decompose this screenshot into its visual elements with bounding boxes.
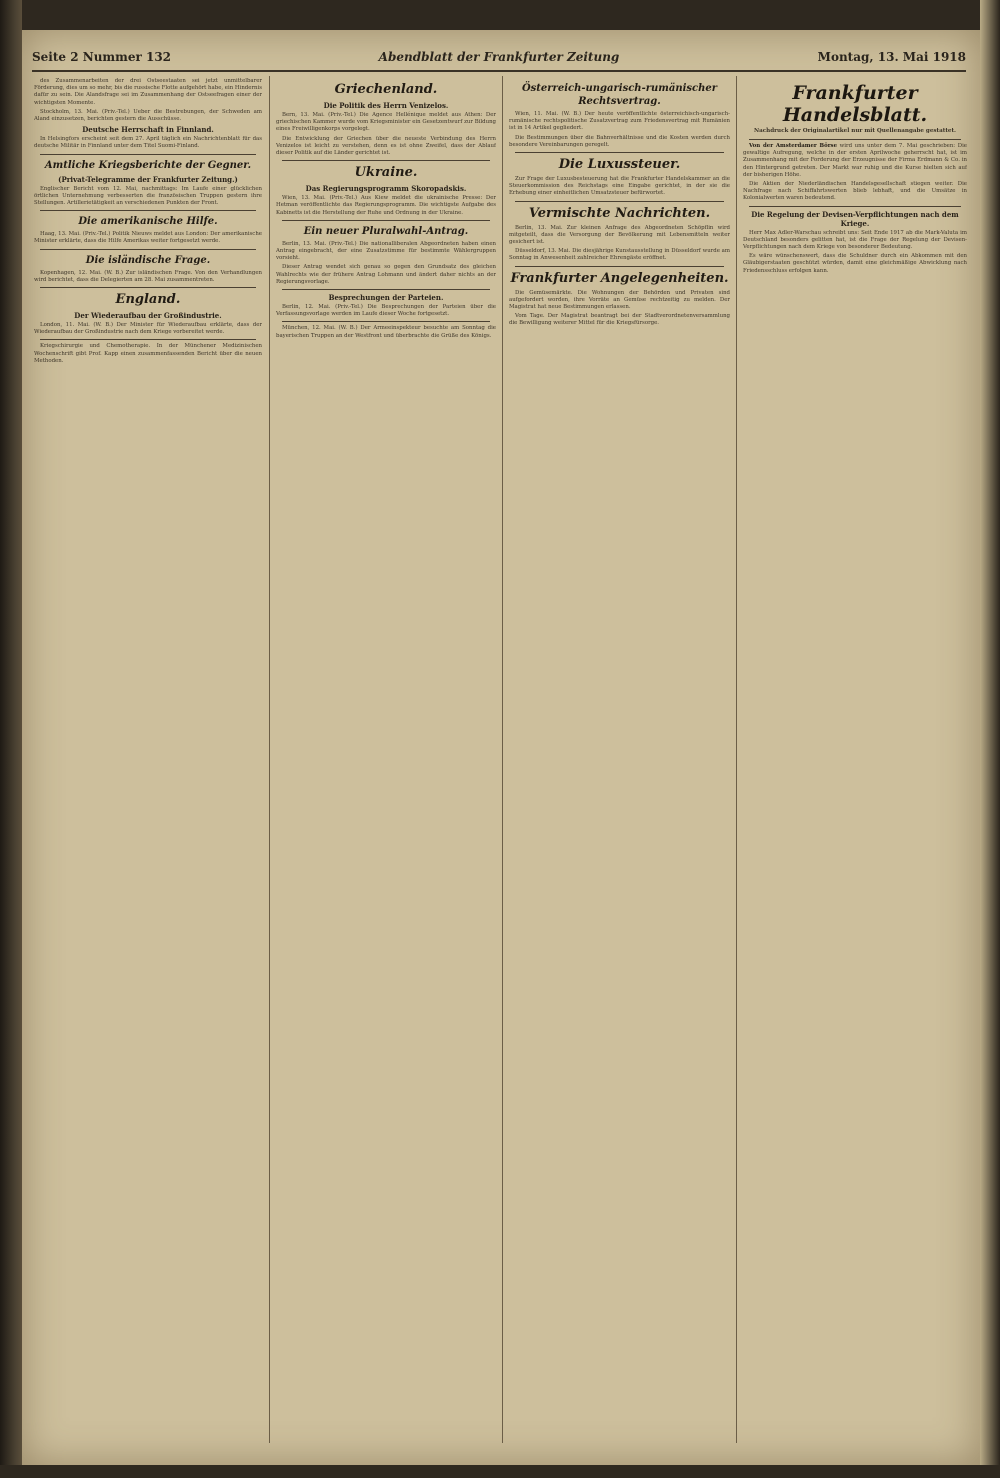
divider — [515, 152, 724, 153]
section-title: Frankfurter Handelsblatt. — [782, 82, 928, 126]
divider — [515, 266, 724, 267]
page-number: Seite 2 Nummer 132 — [32, 50, 172, 64]
bottom-border — [0, 1465, 1000, 1478]
article-text: Berlin, 13. Mai. Zur kleinen Anfrage des Abgeordneten Schöpflin wird mitgeteilt, dass die Versorgung der Bevölkerung mit Lebensmitteln weiter gesichert ist. — [509, 224, 730, 246]
article-text: Berlin, 12. Mai. (Priv.-Tel.) Die Besprechungen der Parteien über die Verfassungsvorlage werden im Laufe dieser Woche fortgesetzt. — [276, 304, 496, 318]
article-text: In Helsingfors erscheint seit dem 27. April täglich ein Nachrichtenblatt für das deutsche Militär in Finnland unter dem Titel Suomi-Finland. — [34, 136, 262, 150]
article-lead: Von der Amsterdamer Börse — [749, 143, 838, 149]
divider — [282, 220, 490, 221]
article-text: Englischer Bericht vom 12. Mai, nachmittags: Im Laufe einer glücklichen örtlichen Unternehmung verbesserten die französischen Truppen gestern ihre Stellungen. Artillerietätigkeit an verschiedenen Punkten der Front. — [34, 185, 262, 207]
article-heading: England. — [115, 292, 181, 308]
article-subheading: Die Politik des Herrn Venizelos. — [323, 101, 449, 110]
article-text: Es wäre wünschenswert, dass die Schuldner durch ein Abkommen mit den Gläubigerstaaten geschützt würden, damit eine gleichmäßige Abwicklung nach Friedensschluss erfolgen kann. — [743, 253, 967, 274]
column-rule — [502, 76, 503, 1443]
newspaper-page — [22, 30, 980, 1465]
article-heading: Deutsche Herrschaft in Finnland. — [82, 125, 214, 135]
top-border — [0, 0, 1000, 30]
divider — [282, 289, 490, 290]
section-note: Nachdruck der Originalartikel nur mit Quellenangabe gestattet. — [753, 128, 957, 134]
article-heading: Ukraine. — [354, 165, 418, 181]
divider — [749, 139, 961, 140]
article-text: Die Gemüsemärkte. Die Wohnungen der Behörden und Privaten sind aufgefordert worden, ihre Vorräte an Gemüse rechtzeitig zu melden. Der Magistrat hat neue Bestimmungen erlassen. — [509, 289, 730, 311]
divider — [40, 249, 256, 250]
article-subheading: Das Regierungsprogramm Skoropadskis. — [305, 184, 467, 194]
divider — [749, 206, 961, 207]
divider — [40, 339, 256, 340]
article-heading: Griechenland. — [334, 82, 438, 97]
article-heading: Amtliche Kriegsberichte der Gegner. — [44, 159, 252, 171]
article-text: Dieser Antrag wendet sich genau so gegen den Grundsatz des gleichen Wahlrechts wie der frühere Antrag Lohmann und ändert daher nichts an der Regierungsvorlage. — [276, 264, 496, 285]
article-text: Bern, 13. Mai. (Priv.-Tel.) Die Agence Hellénique meldet aus Athen: Der griechischen Kammer wurde vom Kriegsminister ein Gesetzentwurf zur Bildung eines Freiwilligenkorps vorgelegt. — [276, 112, 496, 133]
article-heading: Die Luxussteuer. — [558, 157, 681, 173]
article-text: Die Entwicklung der Griechen über die neueste Verbindung des Herrn Venizelos ist leicht zu verstehen, denn es ist ohne Zweifel, dass der Ablauf dieser Politik auf die Länder gerichtet ist. — [276, 135, 496, 157]
column-rule — [736, 76, 737, 1443]
newspaper-title: Abendblatt der Frankfurter Zeitung — [378, 50, 620, 64]
article-text: Zur Frage der Luxusbesteuerung hat die Frankfurter Handelskammer an die Steuerkommission des Reichstags eine Eingabe gerichtet, in der sie die Erhebung einer einheitlichen Umsatzsteuer befürwortet. — [509, 176, 730, 197]
article-text: London, 11. Mai. (W. B.) Der Minister für Wiederaufbau erklärte, dass der Wiederaufbau der Großindustrie nach dem Kriege vorbereitet werde. — [34, 322, 262, 336]
article-heading: Österreich-ungarisch-rumänischer Rechtsvertrag. — [521, 83, 718, 107]
issue-date: Montag, 13. Mai 1918 — [817, 50, 966, 64]
article-heading: Vermischte Nachrichten. — [528, 205, 711, 221]
article-heading: Besprechungen der Parteien. — [328, 293, 444, 303]
article-text: Wien, 11. Mai. (W. B.) Der heute veröffentlichte österreichisch-ungarisch-rumänische rechtspolitische Zusatzvertrag zum Friedensvertrag mit Rumänien ist in 14 Artikel gegliedert. — [509, 111, 730, 132]
masthead — [32, 48, 966, 72]
article-text: Berlin, 13. Mai. (Priv.-Tel.) Die nationalliberalen Abgeordneten haben einen Antrag eingebracht, der eine Zusatzstimme für bestimmte Wählergruppen vorsieht. — [276, 240, 496, 262]
article-text: Die Aktien der Niederländischen Handelsgesellschaft stiegen weiter. Die Nachfrage nach Schiffahrtswerten blieb lebhaft, und die Umsätze in Kolonialwerten waren bedeutend. — [743, 181, 967, 202]
article-text: Herr Max Adler-Warschau schreibt uns: Seit Ende 1917 ab die Mark-Valuta im Deutschland besonders gelitten hat, ist die Frage der Regelung der Devisen-Verpflichtungen nach dem Kriege von besonderer Bedeutung. — [743, 229, 967, 251]
book-spine — [0, 0, 22, 1478]
divider — [40, 210, 256, 211]
article-text: Kriegschirurgie und Chemotherapie. In der Münchener Medizinischen Wochenschrift gibt Prof. Kapp einen zusammenfassenden Bericht über die neuen Methoden. — [34, 343, 262, 364]
article-text: Düsseldorf, 13. Mai. Die diesjährige Kunstausstellung in Düsseldorf wurde am Sonntag in Anwesenheit zahlreicher Ehrengäste eröffnet. — [509, 248, 730, 262]
article-heading: Die isländische Frage. — [85, 254, 211, 266]
column-rule — [269, 76, 270, 1443]
divider — [282, 321, 490, 322]
article-text: Wien, 13. Mai. (Priv.-Tel.) Aus Kiew meldet die ukrainische Presse: Der Hetman veröffentlichte das Regierungsprogramm. Die wichtigste Aufgabe des Kabinetts ist die Herstellung der Ruhe und Ordnung in der Ukraine. — [276, 195, 496, 216]
divider — [515, 201, 724, 202]
article-text: Die Bestimmungen über die Bahnverhältnisse und die Kosten werden durch besondere Vereinbarungen geregelt. — [509, 134, 730, 148]
article-text: Stockholm, 13. Mai. (Priv.-Tel.) Ueber die Bestrebungen, der Schweden am Aland einzusetzen, berichten gestern die Ausschüsse. — [34, 108, 262, 123]
article-heading: Die amerikanische Hilfe. — [78, 216, 218, 228]
article-text: des Zusammenarbeiten der drei Ostseestaaten sei jetzt unmittelbarer Förderung, dies um so mehr, bis die russische Flotte aufgehört habe, ein Hindernis dafür zu sein. Die Alandsfrage sei im Zusammenhang der Ostseefragen einer der wichtigsten Momente. — [34, 78, 262, 106]
page-edge — [980, 0, 1000, 1478]
article-text: Vom Tage. Der Magistrat beantragt bei der Stadtverordnetenversammlung die Bewilligung weiterer Mittel für die Kriegsfürsorge. — [509, 313, 730, 327]
column-3 — [509, 78, 730, 1447]
article-text: Kopenhagen, 12. Mai. (W. B.) Zur isländischen Frage. Von den Verhandlungen wird berichtet, dass die Delegierten am 28. Mai zusammentreten. — [34, 269, 262, 283]
divider — [40, 154, 256, 155]
column-4 — [743, 78, 967, 1447]
article-text — [743, 143, 967, 179]
divider — [282, 160, 490, 161]
article-body: wird uns unter dem 7. Mai geschrieben: Die gewaltige Aufregung, welche in der ersten Aprilwoche geherrscht hat, ist im Zusammenhang mit der Forderung der Erzeugnisse der Firma Erdmann & Co. in den Hintergrund getreten. Der Markt war ruhig und die Kurse hielten sich auf der bisherigen Höhe. — [743, 143, 967, 178]
column-1 — [34, 78, 262, 1447]
divider — [40, 287, 256, 288]
column-2 — [276, 78, 496, 1447]
article-subheading: Der Wiederaufbau der Großindustrie. — [74, 311, 222, 321]
article-heading: Frankfurter Angelegenheiten. — [510, 270, 729, 286]
article-heading: Ein neuer Pluralwahl-Antrag. — [303, 225, 469, 237]
article-subheading: (Privat-Telegramme der Frankfurter Zeitung.) — [58, 174, 238, 184]
article-text: München, 12. Mai. (W. B.) Der Armeeinspekteur besuchte am Sonntag die bayerischen Truppen an der Westfront und überbrachte die Grüße des Königs. — [276, 325, 496, 339]
article-heading: Die Regelung der Devisen-Verpflichtungen nach dem Kriege. — [751, 209, 959, 228]
article-text: Haag, 13. Mai. (Priv.-Tel.) Politik Nieuws meldet aus London: Der amerikanische Minister erklärte, dass die Hilfe Amerikas weiter fortgesetzt werde. — [34, 231, 262, 245]
